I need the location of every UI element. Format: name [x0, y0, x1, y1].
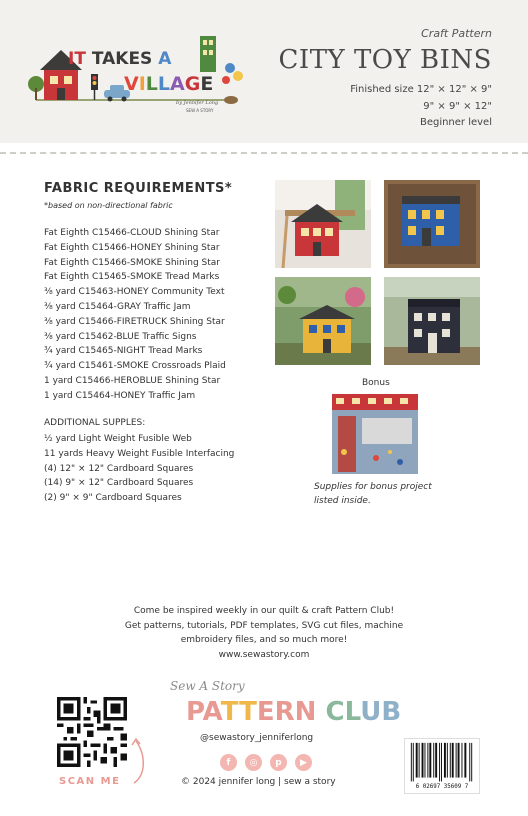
photo-gray-bin-outdoors	[384, 277, 480, 365]
barcode	[404, 738, 480, 794]
svg-text:SEW A STORY: SEW A STORY	[186, 108, 214, 113]
club-line: Get patterns, tutorials, PDF templates, SVG cut files, machine	[124, 620, 404, 631]
pattern-type: Craft Pattern	[421, 27, 492, 40]
curved-arrow-icon	[128, 735, 150, 785]
fabric-item: Fat Eighth C15466-HONEY Shining Star	[44, 242, 220, 253]
supply-item: 11 yards Heavy Weight Fusible Interfacing	[44, 448, 235, 459]
club-logo-script: Sew A Story	[170, 679, 245, 693]
supply-item: (4) 12" × 12" Cardboard Squares	[44, 463, 194, 474]
supply-item: ½ yard Light Weight Fusible Web	[44, 434, 192, 444]
fabric-item: ¾ yard C15465-NIGHT Tread Marks	[44, 346, 203, 357]
logo-line2-text: VILLAGE	[124, 73, 214, 95]
website-link[interactable]: www.sewastory.com	[218, 649, 310, 660]
bonus-note: Supplies for bonus project listed inside.	[314, 482, 432, 506]
fabric-item: 1 yard C15466-HEROBLUE Shining Star	[44, 375, 221, 386]
qr-code[interactable]	[57, 697, 127, 767]
club-line: embroidery files, and so much more!	[180, 635, 348, 645]
fabric-item: ¾ yard C15461-SMOKE Crossroads Plaid	[44, 361, 226, 372]
skill-level: Beginner level	[419, 117, 492, 128]
social-icons	[220, 754, 312, 771]
photo-bonus-bin	[330, 390, 420, 476]
fabric-requirements-heading: FABRIC REQUIREMENTS*	[44, 181, 233, 196]
youtube-icon[interactable]: ▶	[295, 754, 312, 771]
club-logo-main: PATTERN CLUB	[186, 697, 402, 727]
finished-size-line1: Finished size 12" × 12" × 9"	[350, 84, 492, 95]
photo-blue-building-bin	[384, 180, 480, 268]
fabric-item: Fat Eighth C15466-CLOUD Shining Star	[44, 228, 220, 238]
fabric-item: Fat Eighth C15466-SMOKE Shining Star	[44, 257, 220, 268]
logo-line1-text: IT TAKES A	[68, 49, 172, 69]
finished-size-line2: 9" × 9" × 12"	[423, 101, 492, 112]
instagram-icon[interactable]: ◎	[245, 754, 262, 771]
photo-yellow-bin-outdoors	[275, 277, 371, 365]
fabric-item: ⅜ yard C15462-BLUE Traffic Signs	[44, 331, 197, 342]
photo-red-house-bin	[275, 180, 371, 268]
fabric-item: ⅜ yard C15463-HONEY Community Text	[44, 287, 225, 298]
svg-text:by Jennifer Long: by Jennifer Long	[176, 100, 219, 106]
scan-me-label: SCAN ME	[59, 776, 121, 787]
copyright: © 2024 jennifer long | sew a story	[181, 777, 336, 787]
fabric-note: *based on non-directional fabric	[44, 201, 173, 210]
facebook-icon[interactable]: f	[220, 754, 237, 771]
supply-item: (2) 9" × 9" Cardboard Squares	[44, 493, 182, 504]
bonus-label: Bonus	[362, 378, 390, 388]
social-handle[interactable]: @sewastory_jenniferlong	[200, 733, 314, 743]
page-title: CITY TOY BINS	[278, 45, 492, 75]
dashed-divider	[0, 152, 528, 154]
fabric-item: ⅜ yard C15466-FIRETRUCK Shining Star	[44, 316, 225, 327]
fabric-item: 1 yard C15464-HONEY Traffic Jam	[44, 390, 196, 401]
supplies-heading: ADDITIONAL SUPPLES:	[44, 418, 146, 428]
pinterest-icon[interactable]: p	[270, 754, 287, 771]
supply-item: (14) 9" × 12" Cardboard Squares	[44, 478, 194, 489]
fabric-item: Fat Eighth C15465-SMOKE Tread Marks	[44, 272, 220, 283]
club-line: Come be inspired weekly in our quilt & craft Pattern Club!	[133, 606, 395, 616]
fabric-item: ⅜ yard C15464-GRAY Traffic Jam	[44, 301, 191, 312]
pattern-club-blurb	[104, 604, 424, 662]
barcode-digits: 6 02697 35609 7	[415, 784, 469, 791]
supplies-list	[44, 432, 234, 506]
fabric-list	[44, 226, 226, 404]
village-logo	[28, 28, 248, 120]
pattern-club-logo	[164, 672, 402, 730]
